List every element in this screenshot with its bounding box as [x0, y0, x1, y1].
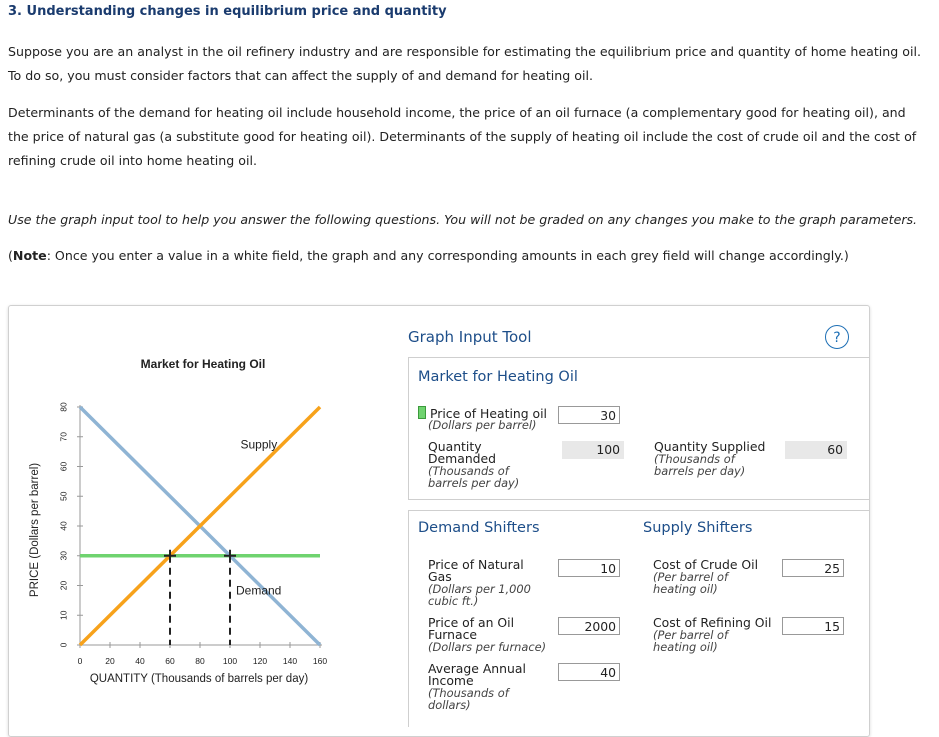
- income-unit-1: (Thousands of: [428, 686, 509, 700]
- refining-cost-input[interactable]: 15: [782, 617, 844, 635]
- x-tick-label: 160: [312, 656, 328, 666]
- y-tick-label: 0: [58, 642, 69, 648]
- market-chart[interactable]: [20, 345, 340, 695]
- demand-label: Demand: [236, 583, 282, 598]
- qd-label-1: Quantity: [428, 439, 482, 454]
- income-label-1: Average Annual: [428, 661, 526, 676]
- qs-unit-2: barrels per day): [654, 464, 746, 478]
- qs-unit-1: (Thousands of: [654, 452, 735, 466]
- furnace-label-2: Furnace: [428, 627, 478, 642]
- y-tick-label: 20: [58, 580, 69, 591]
- x-tick-label: 100: [222, 656, 238, 666]
- refining-label: Cost of Refining Oil: [653, 615, 772, 630]
- x-tick-label: 20: [105, 656, 115, 666]
- crude-unit-1: (Per barrel of: [653, 570, 728, 584]
- x-axis-label: QUANTITY (Thousands of barrels per day): [89, 673, 309, 685]
- qd-unit-1: (Thousands of: [428, 464, 509, 478]
- y-tick-label: 80: [58, 402, 69, 412]
- x-tick-label: 40: [135, 656, 145, 666]
- price-input[interactable]: 30: [558, 406, 620, 424]
- instruction-text: Use the graph input tool to help you answer the following questions. You will not be graded on any changes you make to the graph parameters.: [8, 212, 918, 227]
- gas-unit-2: cubic ft.): [428, 594, 479, 608]
- section-heading: 3. Understanding changes in equilibrium price and quantity: [8, 4, 447, 19]
- quantity-demanded-value: 100: [562, 441, 624, 459]
- x-tick-label: 60: [165, 656, 175, 666]
- income-label-2: Income: [428, 673, 474, 688]
- intro-paragraph-1: Suppose you are an analyst in the oil refinery industry and are responsible for estimating the equilibrium price and quantity of home heating oil. To do so, you must consider factors that can affect the supply of and demand for heating oil.: [8, 44, 921, 83]
- y-axis-label: PRICE (Dollars per barrel): [29, 462, 41, 598]
- price-label-text: Price of Heating oil: [430, 406, 548, 421]
- x-tick-label: 140: [282, 656, 298, 666]
- note-open: (: [8, 248, 13, 263]
- quantity-supplied-value: 60: [785, 441, 847, 459]
- intro-paragraph-2: Determinants of the demand for heating oil include household income, the price of an oil furnace (a complementary good for heating oil), and the price of natural gas (a substitute good for heating oil). Determinants of the supply of heating oil include the cost of crude oil and the cost of refining crude oil into home heating oil.: [8, 105, 917, 168]
- refining-unit-1: (Per barrel of: [653, 628, 728, 642]
- y-tick-label: 40: [58, 521, 69, 531]
- refining-unit-2: heating oil): [653, 640, 718, 654]
- oil-furnace-price-input[interactable]: 2000: [558, 617, 620, 635]
- y-tick-label: 70: [58, 432, 69, 442]
- qs-label: Quantity Supplied: [654, 439, 766, 454]
- price-unit: (Dollars per barrel): [428, 418, 537, 432]
- chart-title: Market for Heating Oil: [140, 357, 266, 371]
- supply-label: Supply: [240, 437, 278, 452]
- income-unit-2: dollars): [428, 698, 471, 712]
- y-tick-label: 50: [58, 491, 69, 501]
- y-tick-label: 30: [58, 551, 69, 561]
- supply-shifters-title: Supply Shifters: [643, 520, 753, 536]
- y-tick-label: 10: [58, 610, 69, 620]
- market-panel-title: Market for Heating Oil: [418, 369, 578, 385]
- gas-label-2: Gas: [428, 569, 452, 584]
- x-tick-label: 120: [252, 656, 268, 666]
- gas-unit-1: (Dollars per 1,000: [428, 582, 531, 596]
- furnace-label-1: Price of an Oil: [428, 615, 515, 630]
- qd-label-2: Demanded: [428, 451, 497, 466]
- average-income-input[interactable]: 40: [558, 663, 620, 681]
- natural-gas-price-input[interactable]: 10: [558, 559, 620, 577]
- demand-shifters-title: Demand Shifters: [418, 520, 540, 536]
- gas-label-1: Price of Natural: [428, 557, 524, 572]
- x-tick-label: 0: [77, 656, 83, 666]
- furnace-unit: (Dollars per furnace): [428, 640, 547, 654]
- note-rest: : Once you enter a value in a white field, the graph and any corresponding amounts in each grey field will change accordingly.): [46, 248, 849, 263]
- x-tick-label: 80: [195, 656, 205, 666]
- note-bold: Note: [12, 248, 47, 263]
- crude-unit-2: heating oil): [653, 582, 718, 596]
- note-text: [8, 244, 923, 268]
- crude-label: Cost of Crude Oil: [653, 557, 759, 572]
- y-tick-label: 60: [58, 461, 69, 472]
- qd-unit-2: barrels per day): [428, 476, 520, 490]
- plot-area: [58, 402, 327, 666]
- help-button[interactable]: ?: [825, 325, 849, 349]
- graph-input-tool-title: Graph Input Tool: [408, 328, 532, 346]
- price-legend-swatch: [418, 406, 426, 419]
- crude-oil-cost-input[interactable]: 25: [782, 559, 844, 577]
